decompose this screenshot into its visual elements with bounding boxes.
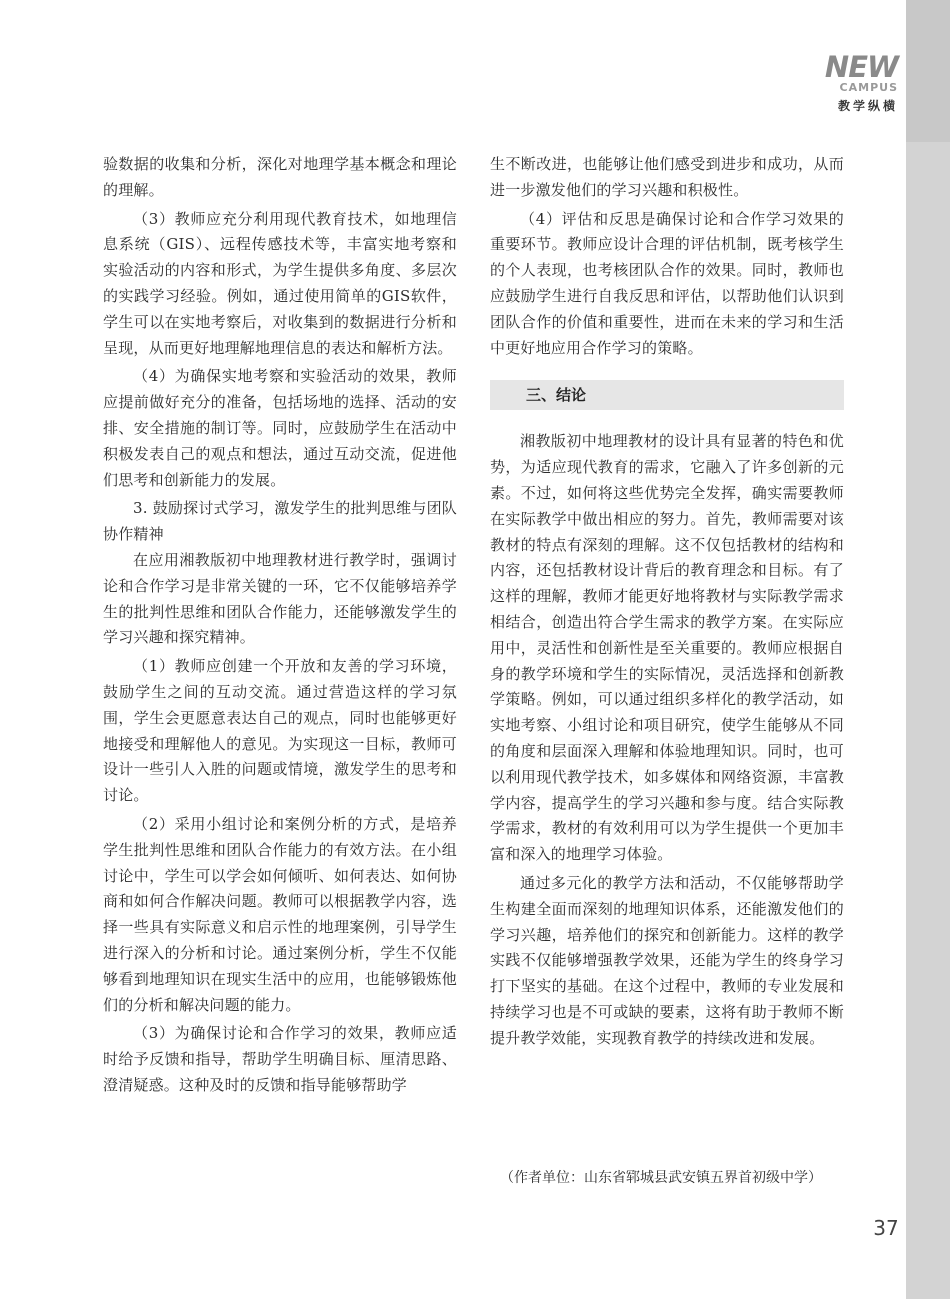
section-heading: 三、结论 xyxy=(490,380,844,410)
author-affiliation: （作者单位：山东省郓城县武安镇五界首初级中学） xyxy=(500,1170,822,1186)
paragraph: （4）为确保实地考察和实验活动的效果，教师应提前做好充分的准备，包括场地的选择、活动的安排、安全措施的制订等。同时，应鼓励学生在活动中积极发表自己的观点和想法，通过互动交流，促进他们思考和创新能力的发展。 xyxy=(103,367,457,489)
paragraph: 生不断改进，也能够让他们感受到进步和成功，从而进一步激发他们的学习兴趣和积极性。 xyxy=(490,155,844,199)
brand-logo-campus: CAMPUS xyxy=(839,81,898,94)
paragraph: 通过多元化的教学方法和活动，不仅能够帮助学生构建全面而深刻的地理知识体系，还能激发他们的学习兴趣，培养他们的探究和创新能力。这样的教学实践不仅能够增强教学效果，还能为学生的终身学习打下坚实的基础。在这个过程中，教师的专业发展和持续学习也是不可或缺的要素，这将有助于教师不断提升教学效能，实现教育教学的持续改进和发展。 xyxy=(490,873,844,1047)
masthead xyxy=(792,52,898,116)
subheading: 3. 鼓励探讨式学习，激发学生的批判思维与团队协作精神 xyxy=(103,499,457,544)
paragraph: （2）采用小组讨论和案例分析的方式，是培养学生批判性思维和团队合作能力的有效方法。在小组讨论中，学生可以学会如何倾听、如何表达、如何协商和如何合作解决问题。教师可以根据教学内容，选择一些具有实际意义和启示性的地理案例，引导学生进行深入的分析和讨论。通过案例分析，学生不仅能够看到地理知识在现实生活中的应用，也能够锻炼他们的分析和解决问题的能力。 xyxy=(103,814,457,1014)
paragraph: 湘教版初中地理教材的设计具有显著的特色和优势，为适应现代教育的需求，它融入了许多创新的元素。不过，如何将这些优势完全发挥，确实需要教师在实际教学中做出相应的努力。首先，教师需要对该教材的特点有深刻的理解。这不仅包括教材的结构和内容，还包括教材设计背后的教育理念和目标。有了这样的理解，教师才能更好地将教材与实际教学需求相结合，创造出符合学生需求的教学方案。在实际应用中，灵活性和创新性是至关重要的。教师应根据自身的教学环境和学生的实际情况，灵活选择和创新教学策略。例如，可以通过组织多样化的教学活动，如实地考察、小组讨论和项目研究，使学生能够从不同的角度和层面深入理解和体验地理知识。同时，也可以利用现代教学技术，如多媒体和网络资源，丰富教学内容，提高学生的学习兴趣和参与度。结合实际教学需求，教材的有效利用可以为学生提供一个更加丰富和深入的地理学习体验。 xyxy=(490,432,844,864)
right-column xyxy=(490,152,844,1052)
brand-logo-new: NEW xyxy=(824,50,898,84)
paragraph: 验数据的收集和分析，深化对地理学基本概念和理论的理解。 xyxy=(103,155,457,199)
side-decoration-bar-top xyxy=(906,0,950,142)
section-title: 教学纵横 xyxy=(837,99,898,113)
left-column xyxy=(103,152,457,1099)
paragraph: （3）教师应充分利用现代教育技术，如地理信息系统（GIS）、远程传感技术等，丰富实地考察和实验活动的内容和形式，为学生提供多角度、多层次的实践学习经验。例如，通过使用简单的GIS软件，学生可以在实地考察后，对收集到的数据进行分析和呈现，从而更好地理解地理信息的表达和解析方法。 xyxy=(103,209,457,357)
paragraph: （4）评估和反思是确保讨论和合作学习效果的重要环节。教师应设计合理的评估机制，既考核学生的个人表现，也考核团队合作的效果。同时，教师也应鼓励学生进行自我反思和评估，以帮助他们认识到团队合作的价值和重要性，进而在未来的学习和生活中更好地应用合作学习的策略。 xyxy=(490,209,844,357)
side-decoration-bar xyxy=(906,0,950,1299)
paragraph: （3）为确保讨论和合作学习的效果，教师应适时给予反馈和指导，帮助学生明确目标、厘清思路、澄清疑惑。这种及时的反馈和指导能够帮助学 xyxy=(103,1024,457,1094)
paragraph: （1）教师应创建一个开放和友善的学习环境，鼓励学生之间的互动交流。通过营造这样的学习氛围，学生会更愿意表达自己的观点，同时也能够更好地接受和理解他人的意见。为实现这一目标，教师可设计一些引人入胜的问题或情境，激发学生的思考和讨论。 xyxy=(103,657,457,805)
page-number: 37 xyxy=(873,1216,899,1240)
paragraph: 在应用湘教版初中地理教材进行教学时，强调讨论和合作学习是非常关键的一环，它不仅能够培养学生的批判性思维和团队合作能力，还能够激发学生的学习兴趣和探究精神。 xyxy=(103,550,457,647)
